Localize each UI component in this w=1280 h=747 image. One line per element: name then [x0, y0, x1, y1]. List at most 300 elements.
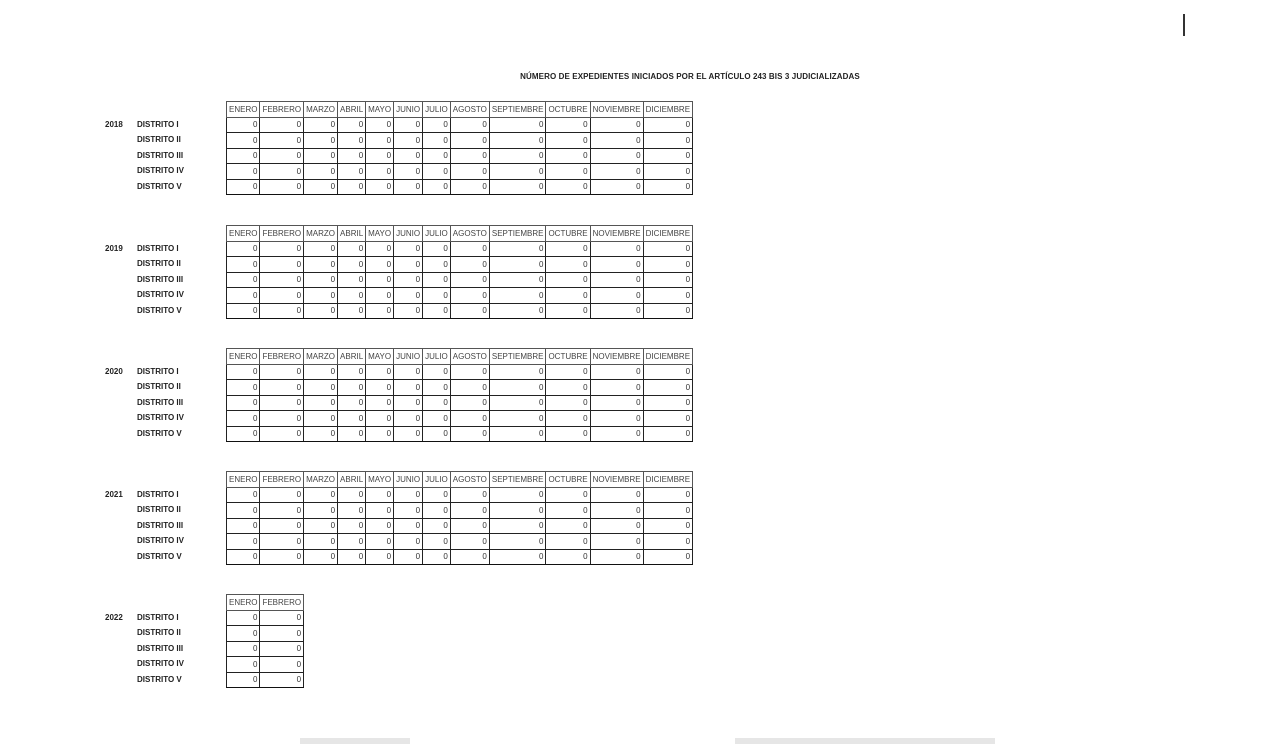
- data-table-2019: [226, 225, 693, 319]
- table-cell: 0: [643, 426, 692, 442]
- table-row: [227, 641, 304, 657]
- table-cell: 0: [450, 133, 489, 149]
- table-cell: 0: [643, 257, 692, 273]
- month-header: ABRIL: [338, 102, 366, 118]
- table-cell: 0: [423, 518, 451, 534]
- table-cell: 0: [590, 549, 643, 565]
- month-header: ENERO: [227, 102, 260, 118]
- month-header: MAYO: [366, 472, 394, 488]
- month-header: JUNIO: [394, 102, 423, 118]
- table-cell: 0: [546, 395, 590, 411]
- table-cell: 0: [590, 257, 643, 273]
- table-cell: 0: [304, 241, 338, 257]
- month-header: SEPTIEMBRE: [489, 102, 546, 118]
- month-header: MAYO: [366, 349, 394, 365]
- table-cell: 0: [590, 148, 643, 164]
- table-cell: 0: [546, 148, 590, 164]
- table-cell: 0: [366, 534, 394, 550]
- month-header: JULIO: [423, 102, 451, 118]
- month-header: DICIEMBRE: [643, 349, 692, 365]
- table-cell: 0: [450, 503, 489, 519]
- table-cell: 0: [304, 534, 338, 550]
- table-cell: 0: [227, 117, 260, 133]
- table-row: [227, 518, 693, 534]
- table-cell: 0: [338, 534, 366, 550]
- table-row: [227, 288, 693, 304]
- month-header: NOVIEMBRE: [590, 102, 643, 118]
- table-cell: 0: [338, 518, 366, 534]
- table-cell: 0: [546, 503, 590, 519]
- table-cell: 0: [546, 272, 590, 288]
- table-cell: 0: [489, 503, 546, 519]
- table-cell: 0: [590, 288, 643, 304]
- table-row: [227, 549, 693, 565]
- table-cell: 0: [227, 148, 260, 164]
- district-label: DISTRITO IV: [137, 166, 184, 175]
- table-cell: 0: [450, 395, 489, 411]
- month-header: MARZO: [304, 226, 338, 242]
- table-cell: 0: [338, 117, 366, 133]
- table-cell: 0: [489, 241, 546, 257]
- table-cell: 0: [394, 411, 423, 427]
- table-cell: 0: [338, 411, 366, 427]
- table-cell: 0: [590, 303, 643, 319]
- table-cell: 0: [590, 272, 643, 288]
- table-cell: 0: [366, 257, 394, 273]
- table-cell: 0: [304, 288, 338, 304]
- table-cell: 0: [260, 426, 304, 442]
- bottom-bleed-mark: [735, 738, 995, 744]
- table-cell: 0: [489, 549, 546, 565]
- table-cell: 0: [304, 518, 338, 534]
- table-cell: 0: [423, 303, 451, 319]
- table-cell: 0: [394, 534, 423, 550]
- table-cell: 0: [546, 534, 590, 550]
- table-cell: 0: [227, 657, 260, 673]
- table-cell: 0: [546, 164, 590, 180]
- month-header: DICIEMBRE: [643, 472, 692, 488]
- table-cell: 0: [260, 518, 304, 534]
- table-cell: 0: [304, 148, 338, 164]
- district-label: DISTRITO III: [137, 397, 184, 407]
- month-header: SEPTIEMBRE: [489, 226, 546, 242]
- table-cell: 0: [590, 164, 643, 180]
- table-cell: 0: [366, 164, 394, 180]
- table-cell: 0: [260, 641, 304, 657]
- table-cell: 0: [423, 164, 451, 180]
- table-cell: 0: [489, 133, 546, 149]
- table-cell: 0: [489, 288, 546, 304]
- month-header: ABRIL: [338, 472, 366, 488]
- year-label: 2018: [105, 119, 123, 129]
- district-label: DISTRITO IV: [137, 659, 184, 668]
- table-cell: 0: [227, 534, 260, 550]
- table-cell: 0: [304, 364, 338, 380]
- data-table-2018: [226, 101, 693, 195]
- table-cell: 0: [489, 364, 546, 380]
- month-header: DICIEMBRE: [643, 102, 692, 118]
- month-header: MARZO: [304, 472, 338, 488]
- table-cell: 0: [304, 179, 338, 195]
- table-cell: 0: [338, 395, 366, 411]
- table-cell: 0: [260, 657, 304, 673]
- month-header: AGOSTO: [450, 102, 489, 118]
- table-row: [227, 257, 693, 273]
- table-cell: 0: [260, 380, 304, 396]
- data-table-2022: [226, 594, 304, 688]
- table-cell: 0: [366, 487, 394, 503]
- table-cell: 0: [227, 426, 260, 442]
- month-header: OCTUBRE: [546, 102, 590, 118]
- table-cell: 0: [590, 380, 643, 396]
- district-label: DISTRITO V: [137, 674, 182, 684]
- table-cell: 0: [227, 641, 260, 657]
- table-cell: 0: [227, 288, 260, 304]
- table-cell: 0: [489, 303, 546, 319]
- month-header: JUNIO: [394, 472, 423, 488]
- table-cell: 0: [450, 117, 489, 133]
- district-label: DISTRITO II: [137, 628, 181, 637]
- table-header-row: [227, 349, 693, 365]
- table-cell: 0: [260, 549, 304, 565]
- table-cell: 0: [489, 487, 546, 503]
- district-label: DISTRITO II: [137, 382, 181, 391]
- table-cell: 0: [394, 426, 423, 442]
- table-cell: 0: [304, 133, 338, 149]
- table-cell: 0: [304, 426, 338, 442]
- month-header: AGOSTO: [450, 226, 489, 242]
- table-cell: 0: [338, 272, 366, 288]
- table-row: [227, 164, 693, 180]
- table-cell: 0: [260, 288, 304, 304]
- table-cell: 0: [260, 610, 304, 626]
- table-cell: 0: [304, 117, 338, 133]
- table-cell: 0: [489, 257, 546, 273]
- table-cell: 0: [546, 179, 590, 195]
- table-cell: 0: [643, 549, 692, 565]
- table-cell: 0: [643, 395, 692, 411]
- table-row: [227, 411, 693, 427]
- table-cell: 0: [338, 241, 366, 257]
- table-cell: 0: [590, 487, 643, 503]
- table-cell: 0: [338, 503, 366, 519]
- table-cell: 0: [423, 503, 451, 519]
- table-cell: 0: [450, 518, 489, 534]
- table-cell: 0: [338, 164, 366, 180]
- table-cell: 0: [227, 549, 260, 565]
- table-cell: 0: [450, 257, 489, 273]
- table-cell: 0: [394, 395, 423, 411]
- month-header: MAYO: [366, 226, 394, 242]
- table-cell: 0: [643, 534, 692, 550]
- table-cell: 0: [450, 426, 489, 442]
- table-cell: 0: [450, 534, 489, 550]
- table-row: [227, 241, 693, 257]
- table-row: [227, 179, 693, 195]
- table-cell: 0: [338, 364, 366, 380]
- table-cell: 0: [423, 272, 451, 288]
- table-cell: 0: [260, 411, 304, 427]
- table-cell: 0: [366, 117, 394, 133]
- document-title: NÚMERO DE EXPEDIENTES INICIADOS POR EL ARTÍCULO 243 BIS 3 JUDICIALIZADAS: [520, 72, 860, 81]
- table-cell: 0: [227, 672, 260, 688]
- table-cell: 0: [643, 364, 692, 380]
- month-header: NOVIEMBRE: [590, 349, 643, 365]
- table-cell: 0: [643, 179, 692, 195]
- month-header: JULIO: [423, 472, 451, 488]
- table-cell: 0: [489, 426, 546, 442]
- table-cell: 0: [423, 133, 451, 149]
- table-cell: 0: [338, 179, 366, 195]
- table-cell: 0: [423, 257, 451, 273]
- table-cell: 0: [423, 534, 451, 550]
- table-cell: 0: [338, 133, 366, 149]
- table-cell: 0: [227, 179, 260, 195]
- table-cell: 0: [366, 179, 394, 195]
- month-header: OCTUBRE: [546, 472, 590, 488]
- month-header: ABRIL: [338, 349, 366, 365]
- month-header: MARZO: [304, 349, 338, 365]
- month-header: OCTUBRE: [546, 349, 590, 365]
- table-cell: 0: [590, 395, 643, 411]
- table-cell: 0: [643, 117, 692, 133]
- table-cell: 0: [643, 148, 692, 164]
- table-cell: 0: [394, 148, 423, 164]
- table-cell: 0: [366, 241, 394, 257]
- district-label: DISTRITO III: [137, 274, 184, 284]
- table-cell: 0: [338, 257, 366, 273]
- month-header: FEBRERO: [260, 595, 304, 611]
- table-cell: 0: [450, 288, 489, 304]
- district-label: DISTRITO I: [137, 489, 179, 499]
- table-row: [227, 117, 693, 133]
- month-header: MAYO: [366, 102, 394, 118]
- table-cell: 0: [489, 380, 546, 396]
- table-cell: 0: [366, 272, 394, 288]
- table-cell: 0: [590, 503, 643, 519]
- month-header: FEBRERO: [260, 349, 304, 365]
- table-cell: 0: [546, 303, 590, 319]
- data-table-2021: [226, 471, 693, 565]
- table-row: [227, 303, 693, 319]
- table-cell: 0: [489, 148, 546, 164]
- district-label: DISTRITO III: [137, 150, 184, 160]
- table-cell: 0: [394, 549, 423, 565]
- table-cell: 0: [489, 395, 546, 411]
- year-label: 2021: [105, 489, 123, 499]
- district-label: DISTRITO III: [137, 643, 184, 653]
- table-cell: 0: [260, 395, 304, 411]
- table-cell: 0: [643, 487, 692, 503]
- table-cell: 0: [304, 257, 338, 273]
- month-header: JUNIO: [394, 349, 423, 365]
- table-cell: 0: [260, 257, 304, 273]
- table-cell: 0: [546, 549, 590, 565]
- table-cell: 0: [450, 164, 489, 180]
- table-cell: 0: [590, 364, 643, 380]
- table-cell: 0: [590, 133, 643, 149]
- table-cell: 0: [643, 272, 692, 288]
- table-cell: 0: [423, 411, 451, 427]
- table-cell: 0: [394, 164, 423, 180]
- table-row: [227, 672, 304, 688]
- table-row: [227, 534, 693, 550]
- table-cell: 0: [546, 364, 590, 380]
- table-cell: 0: [366, 364, 394, 380]
- table-cell: 0: [546, 380, 590, 396]
- table-cell: 0: [227, 241, 260, 257]
- table-cell: 0: [394, 241, 423, 257]
- table-row: [227, 610, 304, 626]
- table-cell: 0: [489, 518, 546, 534]
- table-cell: 0: [304, 395, 338, 411]
- district-label: DISTRITO II: [137, 259, 181, 268]
- year-label: 2022: [105, 612, 123, 622]
- table-cell: 0: [394, 179, 423, 195]
- table-cell: 0: [304, 549, 338, 565]
- table-cell: 0: [450, 364, 489, 380]
- table-cell: 0: [260, 148, 304, 164]
- table-cell: 0: [546, 426, 590, 442]
- table-cell: 0: [590, 426, 643, 442]
- table-cell: 0: [450, 179, 489, 195]
- table-cell: 0: [260, 272, 304, 288]
- table-cell: 0: [643, 164, 692, 180]
- table-cell: 0: [423, 288, 451, 304]
- table-cell: 0: [338, 487, 366, 503]
- table-cell: 0: [423, 179, 451, 195]
- table-cell: 0: [450, 148, 489, 164]
- table-row: [227, 272, 693, 288]
- table-cell: 0: [366, 303, 394, 319]
- table-cell: 0: [260, 364, 304, 380]
- table-cell: 0: [546, 518, 590, 534]
- table-cell: 0: [590, 241, 643, 257]
- table-cell: 0: [590, 534, 643, 550]
- bottom-bleed-mark: [300, 738, 410, 744]
- table-cell: 0: [366, 426, 394, 442]
- table-row: [227, 395, 693, 411]
- table-cell: 0: [366, 549, 394, 565]
- month-header: AGOSTO: [450, 472, 489, 488]
- month-header: JULIO: [423, 349, 451, 365]
- table-cell: 0: [260, 672, 304, 688]
- table-cell: 0: [227, 395, 260, 411]
- month-header: FEBRERO: [260, 102, 304, 118]
- table-row: [227, 364, 693, 380]
- table-cell: 0: [227, 164, 260, 180]
- table-row: [227, 487, 693, 503]
- table-cell: 0: [643, 503, 692, 519]
- table-cell: 0: [590, 179, 643, 195]
- table-cell: 0: [643, 288, 692, 304]
- table-cell: 0: [227, 364, 260, 380]
- table-cell: 0: [450, 272, 489, 288]
- table-cell: 0: [546, 133, 590, 149]
- table-cell: 0: [304, 503, 338, 519]
- year-label: 2020: [105, 366, 123, 376]
- table-cell: 0: [489, 117, 546, 133]
- month-header: FEBRERO: [260, 472, 304, 488]
- table-cell: 0: [260, 117, 304, 133]
- table-cell: 0: [590, 117, 643, 133]
- table-cell: 0: [394, 288, 423, 304]
- month-header: ENERO: [227, 226, 260, 242]
- table-cell: 0: [304, 411, 338, 427]
- table-row: [227, 133, 693, 149]
- month-header: MARZO: [304, 102, 338, 118]
- table-header-row: [227, 102, 693, 118]
- table-cell: 0: [394, 518, 423, 534]
- month-header: ENERO: [227, 349, 260, 365]
- table-cell: 0: [643, 133, 692, 149]
- table-cell: 0: [260, 179, 304, 195]
- table-cell: 0: [366, 380, 394, 396]
- table-cell: 0: [423, 380, 451, 396]
- table-cell: 0: [394, 117, 423, 133]
- table-cell: 0: [394, 487, 423, 503]
- table-cell: 0: [423, 117, 451, 133]
- text-cursor-mark: [1183, 14, 1185, 36]
- table-cell: 0: [304, 303, 338, 319]
- table-cell: 0: [546, 411, 590, 427]
- district-label: DISTRITO V: [137, 305, 182, 315]
- table-cell: 0: [394, 303, 423, 319]
- table-cell: 0: [260, 133, 304, 149]
- table-cell: 0: [338, 288, 366, 304]
- table-cell: 0: [450, 303, 489, 319]
- month-header: ENERO: [227, 595, 260, 611]
- table-cell: 0: [227, 380, 260, 396]
- district-label: DISTRITO I: [137, 612, 179, 622]
- table-cell: 0: [227, 610, 260, 626]
- table-cell: 0: [546, 288, 590, 304]
- table-cell: 0: [304, 380, 338, 396]
- table-cell: 0: [366, 395, 394, 411]
- district-label: DISTRITO V: [137, 181, 182, 191]
- table-cell: 0: [366, 411, 394, 427]
- district-label: DISTRITO I: [137, 366, 179, 376]
- table-cell: 0: [260, 241, 304, 257]
- table-cell: 0: [489, 164, 546, 180]
- month-header: JULIO: [423, 226, 451, 242]
- table-row: [227, 503, 693, 519]
- table-cell: 0: [394, 380, 423, 396]
- table-cell: 0: [227, 487, 260, 503]
- table-cell: 0: [338, 380, 366, 396]
- table-cell: 0: [590, 518, 643, 534]
- month-header: JUNIO: [394, 226, 423, 242]
- table-cell: 0: [643, 380, 692, 396]
- month-header: AGOSTO: [450, 349, 489, 365]
- table-cell: 0: [590, 411, 643, 427]
- table-cell: 0: [227, 133, 260, 149]
- table-cell: 0: [546, 117, 590, 133]
- table-cell: 0: [546, 257, 590, 273]
- table-cell: 0: [260, 303, 304, 319]
- district-label: DISTRITO IV: [137, 413, 184, 422]
- district-label: DISTRITO II: [137, 135, 181, 144]
- table-cell: 0: [366, 503, 394, 519]
- data-table-2020: [226, 348, 693, 442]
- district-label: DISTRITO III: [137, 520, 184, 530]
- table-cell: 0: [489, 272, 546, 288]
- month-header: OCTUBRE: [546, 226, 590, 242]
- table-row: [227, 657, 304, 673]
- table-cell: 0: [489, 411, 546, 427]
- table-row: [227, 148, 693, 164]
- table-cell: 0: [366, 133, 394, 149]
